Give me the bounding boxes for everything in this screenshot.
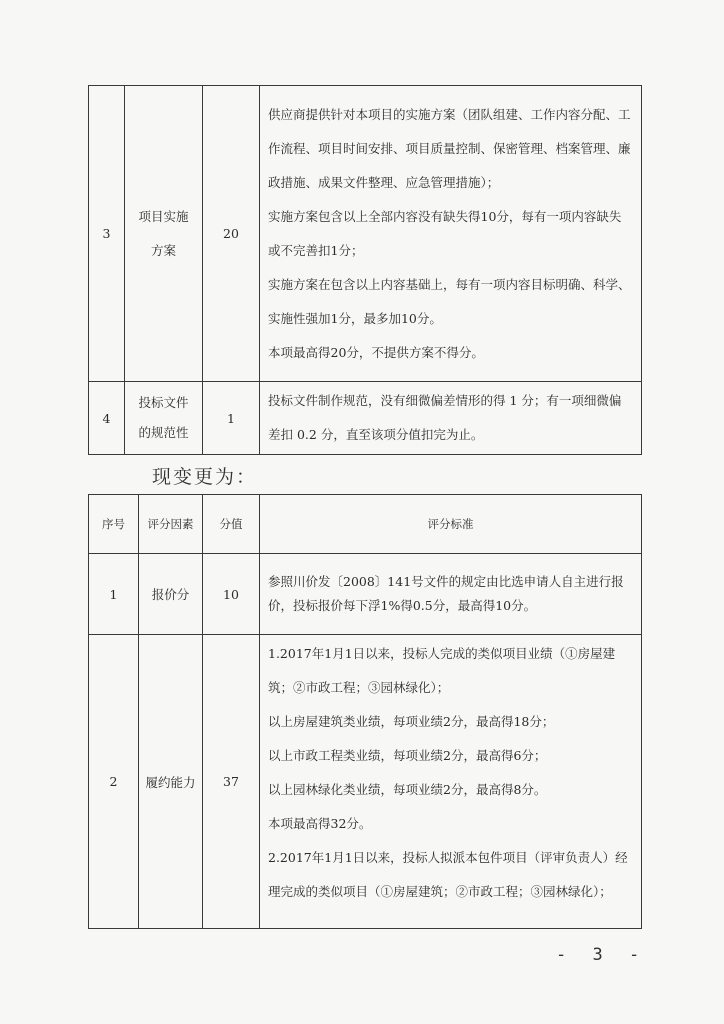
- scoring-factor: 履约能力: [139, 635, 203, 929]
- scoring-criteria: [260, 86, 642, 382]
- header-score: 分值: [203, 495, 260, 554]
- table-row: [89, 635, 642, 929]
- scoring-criteria: [260, 382, 642, 455]
- header-criteria: 评分标准: [260, 495, 642, 554]
- scoring-criteria: [260, 554, 642, 635]
- criteria-paragraph: 以上市政工程类业绩，每项业绩2分，最高得6分；: [268, 748, 547, 763]
- criteria-paragraph: 实施方案在包含以上内容基础上，每有一项内容目标明确、科学、实施性强加1分，最多加10分。: [268, 276, 631, 326]
- header-no: 序号: [89, 495, 139, 554]
- revised-scoring-table: [88, 494, 642, 929]
- score-value: 10: [203, 554, 260, 635]
- scoring-factor: 报价分: [139, 554, 203, 635]
- criteria-paragraph: 2.2017年1月1日以来，投标人拟派本包件项目（评审负责人）经理完成的类似项目（①房屋建筑；②市政工程；③园林绿化）；: [268, 850, 628, 899]
- score-value: 37: [203, 635, 260, 929]
- table-header-row: [89, 495, 642, 554]
- table-row: [89, 86, 642, 382]
- criteria-paragraph: 以上房屋建筑类业绩，每项业绩2分，最高得18分；: [268, 714, 555, 729]
- row-number: 3: [89, 86, 125, 382]
- row-number: 1: [89, 554, 139, 635]
- criteria-paragraph: 参照川价发〔2008〕141号文件的规定由比选申请人自主进行报价，投标报价每下浮1%得0.5分，最高得10分。: [268, 574, 624, 613]
- score-value: 1: [203, 382, 260, 455]
- table-row: [89, 382, 642, 455]
- scoring-factor: 项目实施方案: [125, 86, 203, 382]
- criteria-paragraph: 实施方案包含以上全部内容没有缺失得10分，每有一项内容缺失或不完善扣1分；: [268, 208, 622, 258]
- criteria-paragraph: 本项最高得20分，不提供方案不得分。: [268, 344, 484, 360]
- header-factor: 评分因素: [139, 495, 203, 554]
- change-heading: 现变更为：: [152, 466, 258, 488]
- criteria-paragraph: 投标文件制作规范，没有细微偏差情形的得 1 分；有一项细微偏差扣 0.2 分，直至该项分值扣完为止。: [268, 393, 622, 442]
- row-number: 2: [89, 635, 139, 929]
- criteria-paragraph: 1.2017年1月1日以来，投标人完成的类似项目业绩（①房屋建筑；②市政工程；③园林绿化）；: [268, 646, 616, 695]
- page-number: - 3 -: [556, 945, 648, 965]
- score-value: 20: [203, 86, 260, 382]
- criteria-paragraph: 供应商提供针对本项目的实施方案（团队组建、工作内容分配、工作流程、项目时间安排、项目质量控制、保密管理、档案管理、廉政措施、成果文件整理、应急管理措施）；: [268, 106, 631, 190]
- scoring-factor: 投标文件的规范性: [125, 382, 203, 455]
- table-row: [89, 554, 642, 635]
- scoring-criteria: [260, 635, 642, 929]
- criteria-paragraph: 以上园林绿化类业绩，每项业绩2分，最高得8分。: [268, 782, 547, 797]
- criteria-paragraph: 本项最高得32分。: [268, 816, 372, 831]
- previous-scoring-table: [88, 85, 642, 455]
- row-number: 4: [89, 382, 125, 455]
